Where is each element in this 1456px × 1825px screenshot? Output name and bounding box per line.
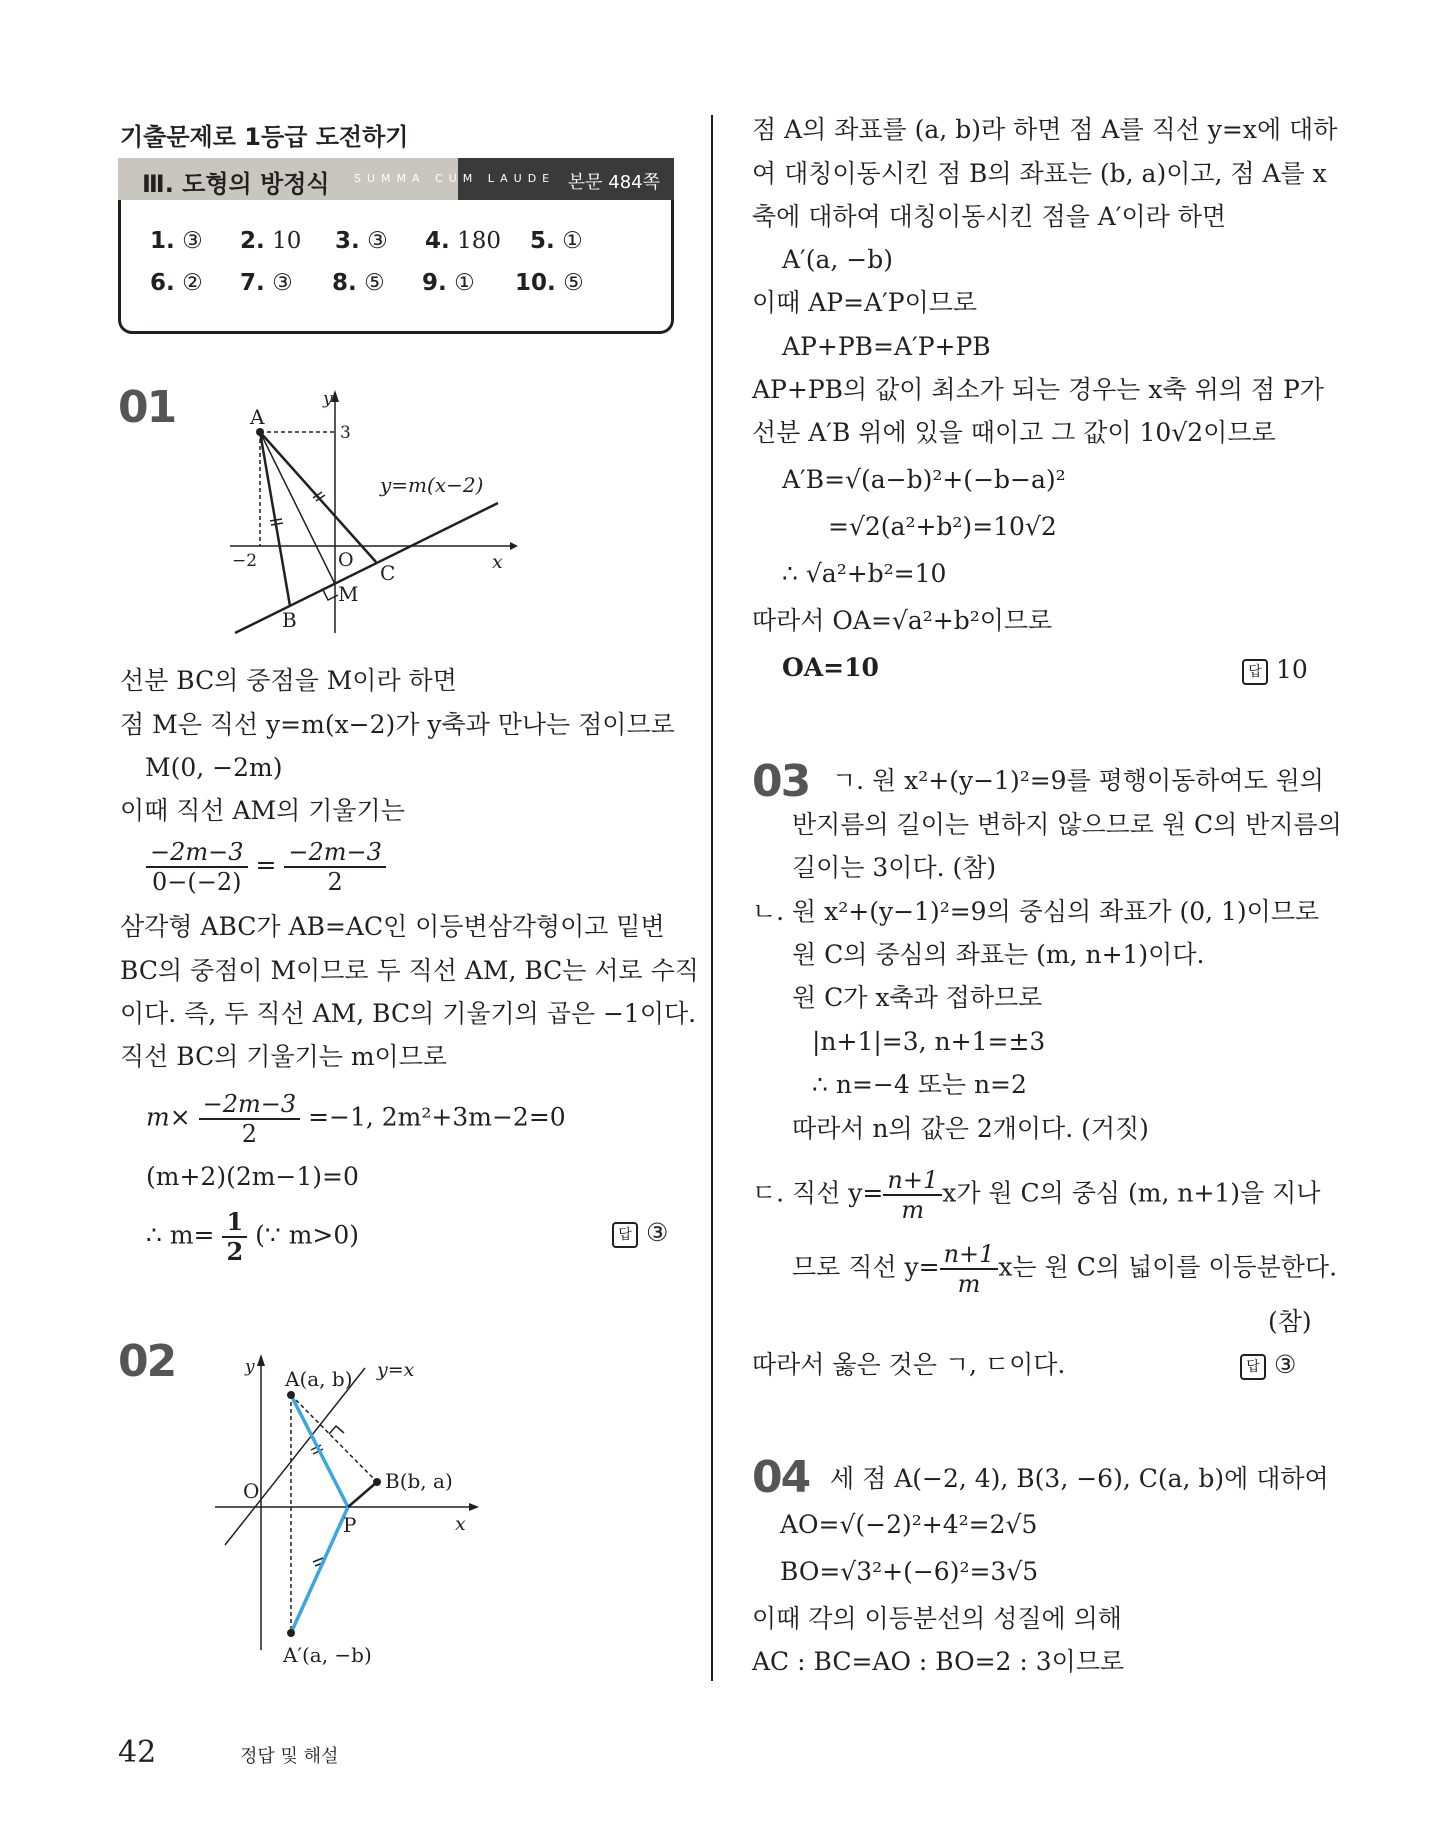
segment-pb: [348, 1482, 377, 1507]
q02-line-5: 이때 AP=A′P이므로: [752, 288, 978, 317]
page-number: 42: [118, 1735, 157, 1770]
q03-line-6: 원 C가 x축과 접하므로: [792, 983, 1043, 1012]
q03-line-13: 따라서 옳은 것은 ㄱ, ㄷ이다.: [752, 1350, 1066, 1379]
answer-2: 2. 10: [240, 228, 302, 254]
fig01-label-c: C: [380, 561, 396, 585]
question-number-02: 02: [118, 1336, 176, 1387]
q02-line-6: AP+PB=A′P+PB: [782, 332, 991, 361]
segment-ab: [260, 432, 290, 606]
chapter-title: Ⅲ. 도형의 방정식: [142, 170, 330, 198]
q02-answer: 답 10: [1242, 655, 1308, 685]
q01-line-3: M(0, −2m): [145, 753, 283, 782]
answer-1: 1. ③: [150, 228, 203, 254]
q03-line-8: ∴ n=−4 또는 n=2: [812, 1070, 1027, 1099]
q01-slope-expression: $\frac{-2m-3}{0-(-2)}$ = $\frac{-2m-3}{2}$: [146, 838, 386, 896]
fig01-label-b: B: [282, 608, 297, 632]
fig02-line-label: y=x: [377, 1359, 415, 1381]
q03-line-9: 따라서 n의 값은 2개이다. (거짓): [792, 1114, 1149, 1143]
fig01-label-3: 3: [340, 423, 351, 443]
q02-line-8: 선분 A′B 위에 있을 때이고 그 값이 10√2이므로: [752, 418, 1276, 447]
q02-line-9: A′B=√(a−b)²+(−b−a)²: [782, 465, 1066, 494]
fig01-label-minus2: −2: [232, 551, 258, 571]
q03-line-10: ㄷ. 직선 y= $\frac{n+1}{m}$ x가 원 C의 중심 (m, n+1)을 지나: [752, 1166, 1321, 1224]
q01-line-7: 이다. 즉, 두 직선 AM, BC의 기울기의 곱은 −1이다.: [120, 999, 697, 1028]
q04-line-5: AC : BC=AO : BO=2 : 3이므로: [752, 1647, 1125, 1676]
q03-line-5: 원 C의 중심의 좌표는 (m, n+1)이다.: [792, 940, 1205, 969]
fig02-label-x: x: [455, 1513, 466, 1535]
q02-line-10: =√2(a²+b²)=10√2: [828, 512, 1057, 541]
segment-am: [260, 432, 335, 584]
q03-line-2: 반지름의 길이는 변하지 않으므로 원 C의 반지름의: [792, 810, 1342, 839]
q01-line-1: 선분 BC의 중점을 M이라 하면: [120, 666, 457, 695]
q01-answer: 답 ③: [612, 1218, 668, 1248]
q02-line-4: A′(a, −b): [782, 245, 893, 274]
answer-5: 5. ①: [530, 228, 583, 254]
fig01-label-m: M: [338, 582, 359, 606]
answer-9: 9. ①: [422, 270, 475, 296]
fig01-label-o: O: [338, 549, 354, 571]
q01-line-6: BC의 중점이 M이므로 두 직선 AM, BC는 서로 수직: [120, 956, 699, 985]
q01-line-5: 삼각형 ABC가 AB=AC인 이등변삼각형이고 밑변: [120, 912, 665, 941]
q04-line-3: BO=√3²+(−6)²=3√5: [780, 1557, 1039, 1586]
q02-line-2: 여 대칭이동시킨 점 B의 좌표는 (b, a)이고, 점 A를 x: [752, 159, 1327, 188]
column-divider: [711, 115, 713, 1681]
q01-line-4: 이때 직선 AM의 기울기는: [120, 796, 405, 825]
question-number-04: 04: [752, 1452, 810, 1503]
q03-answer: 답 ③: [1240, 1350, 1296, 1380]
answer-4: 4. 180: [425, 228, 501, 254]
q04-line-4: 이때 각의 이등분선의 성질에 의해: [752, 1604, 1122, 1633]
q01-factor: (m+2)(2m−1)=0: [146, 1162, 359, 1191]
section-title: 기출문제로 1등급 도전하기: [120, 123, 409, 151]
q04-line-2: AO=√(−2)²+4²=2√5: [780, 1510, 1038, 1539]
q03-line-11: 므로 직선 y= $\frac{n+1}{m}$ x는 원 C의 넓이를 이등분한다.: [792, 1240, 1338, 1298]
q02-line-1: 점 A의 좌표를 (a, b)라 하면 점 A를 직선 y=x에 대하: [752, 115, 1338, 144]
q04-line-1: 세 점 A(−2, 4), B(3, −6), C(a, b)에 대하여: [830, 1464, 1329, 1493]
fig01-line-label: y=m(x−2): [380, 473, 484, 497]
segment-a2p: [291, 1507, 348, 1633]
q01-equation: m× $\frac{-2m-3}{2}$ =−1, 2m²+3m−2=0: [146, 1090, 566, 1148]
footer-label: 정답 및 해설: [240, 1746, 339, 1767]
q02-line-7: AP+PB의 값이 최소가 되는 경우는 x축 위의 점 P가: [752, 375, 1324, 404]
figure-01: [220, 388, 520, 638]
q03-line-7: |n+1|=3, n+1=±3: [812, 1027, 1046, 1056]
chapter-bar: [118, 158, 674, 200]
answer-10: 10. ⑤: [515, 270, 584, 296]
fig02-label-a: A(a, b): [285, 1367, 353, 1391]
fig02-label-y: y: [245, 1357, 255, 1377]
q03-line-4: ㄴ. 원 x²+(y−1)²=9의 중심의 좌표가 (0, 1)이므로: [752, 897, 1320, 926]
q02-line-12: 따라서 OA=√a²+b²이므로: [752, 606, 1053, 635]
q03-line-12: (참): [1268, 1307, 1312, 1336]
fig02-label-a-prime: A′(a, −b): [283, 1643, 372, 1667]
answer-7: 7. ③: [240, 270, 293, 296]
q02-line-3: 축에 대하여 대칭이동시킨 점을 A′이라 하면: [752, 202, 1227, 231]
fig02-label-o: O: [243, 1479, 260, 1503]
q02-line-11: ∴ √a²+b²=10: [782, 559, 947, 588]
fig01-label-y: y: [323, 389, 333, 409]
q02-line-13: OA=10: [782, 653, 879, 682]
answer-6: 6. ②: [150, 270, 203, 296]
question-number-01: 01: [118, 382, 176, 433]
fig01-label-x: x: [492, 551, 503, 573]
q01-solution: ∴ m= $\frac{1}{2}$ (∵ m>0): [146, 1207, 360, 1266]
q03-line-1: ㄱ. 원 x²+(y−1)²=9를 평행이동하여도 원의: [832, 766, 1324, 795]
brand-label: SUMMA CUM LAUDE: [354, 172, 556, 185]
answer-3: 3. ③: [335, 228, 388, 254]
q01-line-8: 직선 BC의 기울기는 m이므로: [120, 1042, 448, 1071]
q01-line-2: 점 M은 직선 y=m(x−2)가 y축과 만나는 점이므로: [120, 710, 675, 739]
answer-8: 8. ⑤: [332, 270, 385, 296]
question-number-03: 03: [752, 756, 810, 807]
fig02-label-p: P: [343, 1513, 357, 1537]
fig02-label-b: B(b, a): [385, 1469, 453, 1493]
page-ref: 본문 484쪽: [567, 172, 660, 193]
fig01-label-a: A: [250, 405, 265, 429]
segment-ac: [260, 432, 376, 562]
figure-02: [205, 1350, 505, 1670]
q03-line-3: 길이는 3이다. (참): [792, 853, 997, 882]
